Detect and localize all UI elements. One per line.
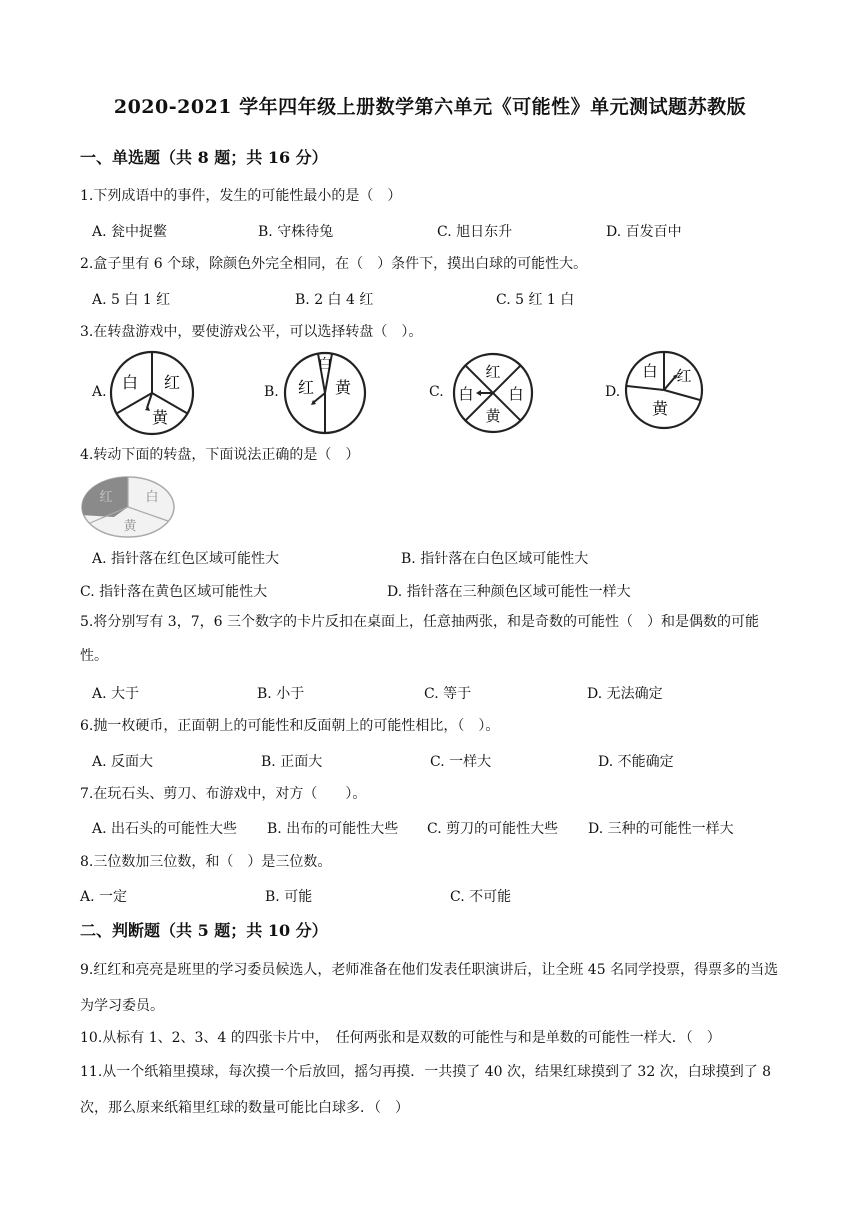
q1-option-a: A. 瓮中捉鳖	[92, 224, 168, 240]
spinner-q4	[80, 475, 176, 539]
q5-option-d: D. 无法确定	[587, 686, 663, 702]
spinner-b-white-label: 白	[318, 357, 332, 373]
q1-option-b: B. 守株待兔	[258, 224, 334, 240]
q6-option-d: D. 不能确定	[598, 754, 674, 770]
spinner-d-yellow-label: 黄	[651, 399, 669, 418]
question-6: 6.抛一枚硬币，正面朝上的可能性和反面朝上的可能性相比，（ ）。	[80, 718, 500, 734]
q7-option-d: D. 三种的可能性一样大	[588, 821, 734, 837]
q4-option-a: A. 指针落在红色区域可能性大	[92, 551, 280, 567]
spinner-c-white-right-label: 白	[508, 385, 524, 403]
q1-option-d: D. 百发百中	[606, 224, 682, 240]
q3-option-d: D.	[605, 384, 621, 400]
q8-option-a: A. 一定	[80, 889, 128, 905]
page-title: 2020-2021 学年四年级上册数学第六单元《可能性》单元测试题苏教版	[113, 96, 747, 118]
q8-option-b: B. 可能	[265, 889, 313, 905]
q4-option-d: D. 指针落在三种颜色区域可能性一样大	[387, 584, 631, 600]
spinner-b	[280, 348, 370, 438]
q6-option-b: B. 正面大	[261, 754, 323, 770]
spinner-a-white-label: 白	[121, 373, 139, 392]
q2-option-b: B. 2 白 4 红	[295, 292, 374, 308]
q1-option-c: C. 旭日东升	[437, 224, 513, 240]
q5-option-a: A. 大于	[92, 686, 140, 702]
q7-option-a: A. 出石头的可能性大些	[92, 821, 238, 837]
question-2: 2.盒子里有 6 个球，除颜色外完全相同，在（ ）条件下，摸出白球的可能性大。	[80, 256, 588, 272]
question-11: 11.从一个纸箱里摸球，每次摸一个后放回，摇匀再摸．一共摸了 40 次，结果红球摸到了 32 次，白球摸到了 8 次，那么原来纸箱里红球的数量可能比白球多．（ ）	[80, 1064, 772, 1116]
q7-option-b: B. 出布的可能性大些	[267, 821, 399, 837]
spinner-q4-red-label: 红	[99, 490, 113, 505]
q6-option-c: C. 一样大	[430, 754, 492, 770]
spinner-a-red-label: 红	[163, 373, 181, 392]
section-heading-true-false: 二、判断题（共 5 题；共 10 分）	[80, 921, 328, 940]
q4-option-c: C. 指针落在黄色区域可能性大	[80, 584, 268, 600]
question-7: 7.在玩石头、剪刀、布游戏中，对方（ ）。	[80, 786, 367, 802]
q3-option-b: B.	[264, 384, 279, 400]
q7-option-c: C. 剪刀的可能性大些	[427, 821, 559, 837]
q5-option-c: C. 等于	[424, 686, 472, 702]
spinner-c-yellow-label: 黄	[485, 407, 501, 425]
spinner-b-red-label: 红	[297, 378, 315, 397]
q3-option-a: A.	[92, 384, 107, 400]
spinner-b-yellow-label: 黄	[334, 378, 352, 397]
q6-option-a: A. 反面大	[92, 754, 154, 770]
question-9: 9.红红和亮亮是班里的学习委员候选人，老师准备在他们发表任职演讲后，让全班 45 名同学投票，得票多的当选为学习委员。	[80, 962, 779, 1014]
spinner-a	[107, 348, 197, 438]
q4-option-b: B. 指针落在白色区域可能性大	[401, 551, 589, 567]
question-4: 4.转动下面的转盘，下面说法正确的是（ ）	[80, 447, 360, 463]
q2-option-c: C. 5 红 1 白	[496, 292, 575, 308]
spinner-c-white-left-label: 白	[458, 385, 474, 403]
spinner-c-red-label: 红	[485, 363, 501, 381]
question-10: 10.从标有 1、2、3、4 的四张卡片中， 任何两张和是双数的可能性与和是单数的可能性一样大．（ ）	[80, 1030, 721, 1046]
spinner-a-yellow-label: 黄	[151, 408, 169, 427]
question-1: 1.下列成语中的事件，发生的可能性最小的是（ ）	[80, 188, 402, 204]
q8-option-c: C. 不可能	[450, 889, 512, 905]
question-5: 5.将分别写有 3，7，6 三个数字的卡片反扣在桌面上，任意抽两张，和是奇数的可能性（ ）和是偶数的可能性。	[80, 614, 759, 664]
q5-option-b: B. 小于	[257, 686, 305, 702]
spinner-q4-yellow-label: 黄	[123, 519, 137, 534]
section-heading-single-choice: 一、单选题（共 8 题；共 16 分）	[80, 148, 328, 167]
question-3: 3.在转盘游戏中，要使游戏公平，可以选择转盘（ ）。	[80, 324, 423, 340]
spinner-d-red-label: 红	[676, 367, 692, 385]
spinner-d	[622, 348, 706, 432]
spinner-d-white-label: 白	[642, 362, 658, 380]
question-8: 8.三位数加三位数，和（ ）是三位数。	[80, 854, 332, 870]
q2-option-a: A. 5 白 1 红	[92, 292, 171, 308]
q3-option-c: C.	[429, 384, 444, 400]
spinner-q4-white-label: 白	[145, 490, 159, 505]
spinner-c	[450, 350, 536, 436]
